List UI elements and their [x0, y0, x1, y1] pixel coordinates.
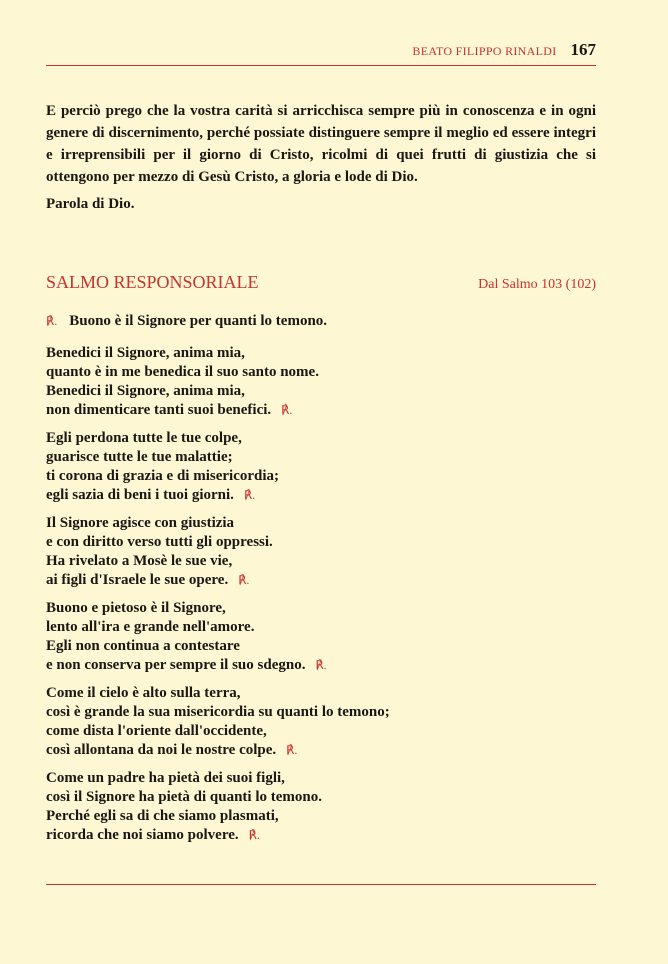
stanza-line: [46, 599, 648, 618]
stanza-line: [46, 429, 648, 448]
response-symbol: ℟.: [281, 403, 293, 417]
stanza-line: [46, 486, 648, 505]
stanza-line: [46, 703, 648, 722]
response-symbol: ℟.: [315, 658, 327, 672]
stanza-line-text: così è grande la sua misericordia su quanti lo temono;: [46, 704, 390, 720]
response-text: Buono è il Signore per quanti lo temono.: [69, 313, 328, 329]
response-symbol: ℟.: [238, 573, 250, 587]
stanza-line-text: non dimenticare tanti suoi benefici.: [46, 402, 272, 418]
running-header: [46, 40, 596, 66]
reading-text: E perciò prego che la vostra carità si arricchisca sempre più in conoscenza e in ogni genere di discernimento, perché possiate distinguere sempre il meglio ed essere integri e irreprensibili per il giorno di Cristo, ricolmi di quei frutti di giustizia che si ottengono per mezzo di Gesù Cristo, a gloria e lode di Dio.: [46, 103, 596, 185]
stanza-line: [46, 684, 648, 703]
stanza-line-text: Il Signore agisce con giustizia: [46, 515, 235, 531]
stanza-line-text: e non conserva per sempre il suo sdegno.: [46, 657, 306, 673]
page-number: 167: [570, 40, 596, 59]
stanza-line: [46, 448, 648, 467]
stanza-line-text: così il Signore ha pietà di quanti lo temono.: [46, 789, 323, 805]
stanza-line-text: così allontana da noi le nostre colpe.: [46, 742, 277, 758]
stanza-line-text: quanto è in me benedica il suo santo nome.: [46, 364, 319, 380]
stanza-line: [46, 533, 648, 552]
stanza-line: [46, 382, 648, 401]
response-symbol: ℟.: [286, 743, 298, 757]
response-symbol: ℟.: [46, 314, 58, 328]
stanza-line-text: ai figli d'Israele le sue opere.: [46, 572, 229, 588]
stanza-line-text: ti corona di grazia e di misericordia;: [46, 468, 280, 484]
stanza-line: [46, 722, 648, 741]
stanza-line-text: Come il cielo è alto sulla terra,: [46, 685, 241, 701]
stanza-line: [46, 618, 648, 637]
psalm-heading: [46, 272, 596, 293]
reading-passage: [46, 100, 596, 215]
stanza-line: [46, 788, 648, 807]
psalm-stanza: [46, 769, 648, 845]
psalm-stanzas: [46, 344, 648, 854]
stanza-line: [46, 807, 648, 826]
stanza-line-text: Buono e pietoso è il Signore,: [46, 600, 226, 616]
stanza-line: [46, 363, 648, 382]
psalm-response: [46, 313, 327, 330]
stanza-line-text: Egli non continua a contestare: [46, 638, 240, 654]
stanza-line: [46, 769, 648, 788]
stanza-line: [46, 467, 648, 486]
bottom-divider: [46, 884, 596, 885]
stanza-line: [46, 514, 648, 533]
stanza-line-text: Ha rivelato a Mosè le sue vie,: [46, 553, 233, 569]
stanza-line-text: Benedici il Signore, anima mia,: [46, 383, 245, 399]
stanza-line-text: Come un padre ha pietà dei suoi figli,: [46, 770, 285, 786]
response-symbol: ℟.: [248, 828, 260, 842]
psalm-stanza: [46, 684, 648, 760]
stanza-line: [46, 344, 648, 363]
stanza-line-text: Egli perdona tutte le tue colpe,: [46, 430, 242, 446]
stanza-line: [46, 571, 648, 590]
psalm-source: Dal Salmo 103 (102): [478, 277, 596, 292]
stanza-line-text: e con diritto verso tutti gli oppressi.: [46, 534, 273, 550]
stanza-line-text: come dista l'oriente dall'occidente,: [46, 723, 267, 739]
stanza-line: [46, 552, 648, 571]
stanza-line: [46, 656, 648, 675]
psalm-stanza: [46, 344, 648, 420]
stanza-line-text: Perché egli sa di che siamo plasmati,: [46, 808, 279, 824]
psalm-stanza: [46, 429, 648, 505]
stanza-line: [46, 826, 648, 845]
psalm-title: SALMO RESPONSORIALE: [46, 272, 259, 292]
psalm-stanza: [46, 514, 648, 590]
stanza-line: [46, 637, 648, 656]
stanza-line: [46, 741, 648, 760]
stanza-line-text: lento all'ira e grande nell'amore.: [46, 619, 255, 635]
stanza-line-text: ricorda che noi siamo polvere.: [46, 827, 239, 843]
running-title: BEATO FILIPPO RINALDI: [412, 44, 557, 58]
stanza-line-text: egli sazia di beni i tuoi giorni.: [46, 487, 234, 503]
stanza-line: [46, 401, 648, 420]
psalm-stanza: [46, 599, 648, 675]
reading-closing: Parola di Dio.: [46, 196, 135, 212]
response-symbol: ℟.: [243, 488, 256, 502]
stanza-line-text: Benedici il Signore, anima mia,: [46, 345, 245, 361]
stanza-line-text: guarisce tutte le tue malattie;: [46, 449, 233, 465]
